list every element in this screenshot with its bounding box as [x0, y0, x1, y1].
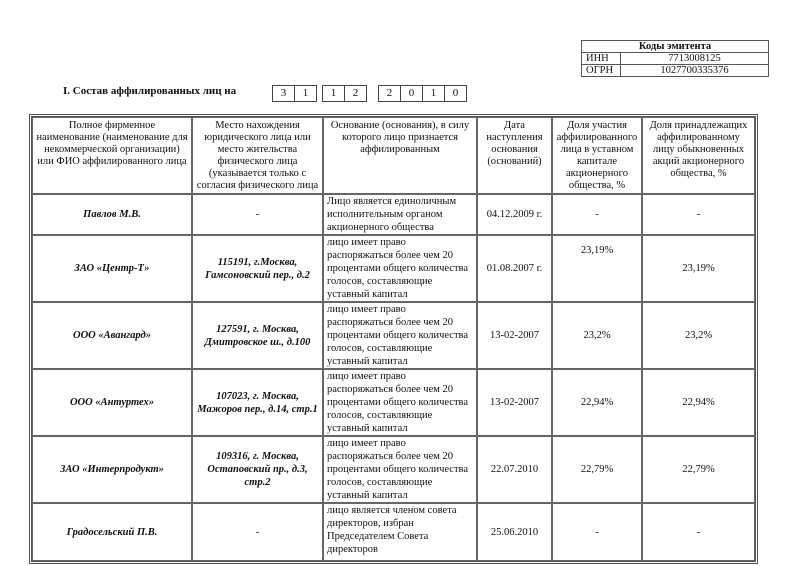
cell-name: ООО «Авангард» [32, 302, 192, 369]
cell-address: 127591, г. Москва, Дмитровское ш., д.100 [192, 302, 323, 369]
cell-date: 13-02-2007 [477, 369, 552, 436]
cell-address: - [192, 503, 323, 561]
inn-label: ИНН [582, 53, 621, 65]
section-title: I. Состав аффилированных лиц на [63, 85, 237, 97]
cell-shares-common: 22,79% [642, 436, 755, 503]
table-row [32, 235, 755, 302]
cell-basis: лицо имеет право распоряжаться более чем 20 процентами общего количества голосов, составляющие уставный капитал [323, 436, 477, 503]
cell-address: - [192, 194, 323, 235]
cell-share: 22,79% [552, 436, 642, 503]
header-shares-common: Доля принадлежащих аффилированному лицу обыкновенных акций акционерного общества, % [642, 117, 755, 194]
header-basis: Основание (основания), в силу которого лицо признается аффилированным [323, 117, 477, 194]
table-row [32, 369, 755, 436]
cell-shares-common: - [642, 194, 755, 235]
cell-name: Павлов М.В. [32, 194, 192, 235]
date-year [378, 85, 466, 102]
date-day [272, 85, 316, 102]
date-month [322, 85, 366, 102]
issuer-codes-table [581, 40, 769, 77]
cell-share: - [552, 503, 642, 561]
inn-value: 7713008125 [621, 53, 769, 65]
cell-shares-common: 22,94% [642, 369, 755, 436]
cell-shares-common: 23,19% [642, 235, 755, 302]
cell-share: - [552, 194, 642, 235]
issuer-codes-header: Коды эмитента [582, 41, 769, 53]
header-date: Дата наступления основания (оснований) [477, 117, 552, 194]
cell-basis: лицо имеет право распоряжаться более чем 20 процентами общего количества голосов, составляющие уставный капитал [323, 235, 477, 302]
cell-name: ООО «Антуртех» [32, 369, 192, 436]
cell-basis: лицо имеет право распоряжаться более чем 20 процентами общего количества голосов, составляющие уставный капитал [323, 302, 477, 369]
cell-date: 13-02-2007 [477, 302, 552, 369]
cell-date: 04.12.2009 г. [477, 194, 552, 235]
cell-address: 109316, г. Москва, Остаповский пр., д.3, стр.2 [192, 436, 323, 503]
cell-share: 23,2% [552, 302, 642, 369]
table-row [32, 194, 755, 235]
cell-address: 107023, г. Москва, Мажоров пер., д.14, стр.1 [192, 369, 323, 436]
date-digit: 3 [272, 85, 295, 102]
date-digit: 2 [344, 85, 367, 102]
cell-name: ЗАО «Центр-Т» [32, 235, 192, 302]
cell-share: 22,94% [552, 369, 642, 436]
header-share: Доля участия аффилированного лица в уставном капитале акционерного общества, % [552, 117, 642, 194]
cell-basis: лицо имеет право распоряжаться более чем 20 процентами общего количества голосов, составляющие уставный капитал [323, 369, 477, 436]
cell-shares-common: 23,2% [642, 302, 755, 369]
date-digit: 0 [444, 85, 467, 102]
date-digit: 1 [294, 85, 317, 102]
ogrn-label: ОГРН [582, 65, 621, 77]
cell-basis: лицо является членом совета директоров, избран Председателем Совета директоров [323, 503, 477, 561]
cell-date: 22.07.2010 [477, 436, 552, 503]
date-digit: 0 [400, 85, 423, 102]
date-digit: 1 [322, 85, 345, 102]
cell-date: 25.06.2010 [477, 503, 552, 561]
affiliates-table [29, 114, 758, 564]
date-digit: 2 [378, 85, 401, 102]
cell-share: 23,19% [552, 235, 642, 302]
date-digit: 1 [422, 85, 445, 102]
cell-address: 115191, г.Москва, Гамсоновский пер., д.2 [192, 235, 323, 302]
cell-basis: Лицо является единоличным исполнительным органом акционерного общества [323, 194, 477, 235]
cell-name: Градосельский П.В. [32, 503, 192, 561]
table-row [32, 503, 755, 561]
header-address: Место нахождения юридического лица или место жительства физического лица (указывается только с согласия физического лица [192, 117, 323, 194]
ogrn-value: 1027700335376 [621, 65, 769, 77]
table-row [32, 436, 755, 503]
cell-name: ЗАО «Интерпродукт» [32, 436, 192, 503]
table-header-row [32, 117, 755, 194]
cell-shares-common: - [642, 503, 755, 561]
header-name: Полное фирменное наименование (наименование для некоммерческой организации) или ФИО аффилированного лица [32, 117, 192, 194]
cell-date: 01.08.2007 г. [477, 235, 552, 302]
table-row [32, 302, 755, 369]
